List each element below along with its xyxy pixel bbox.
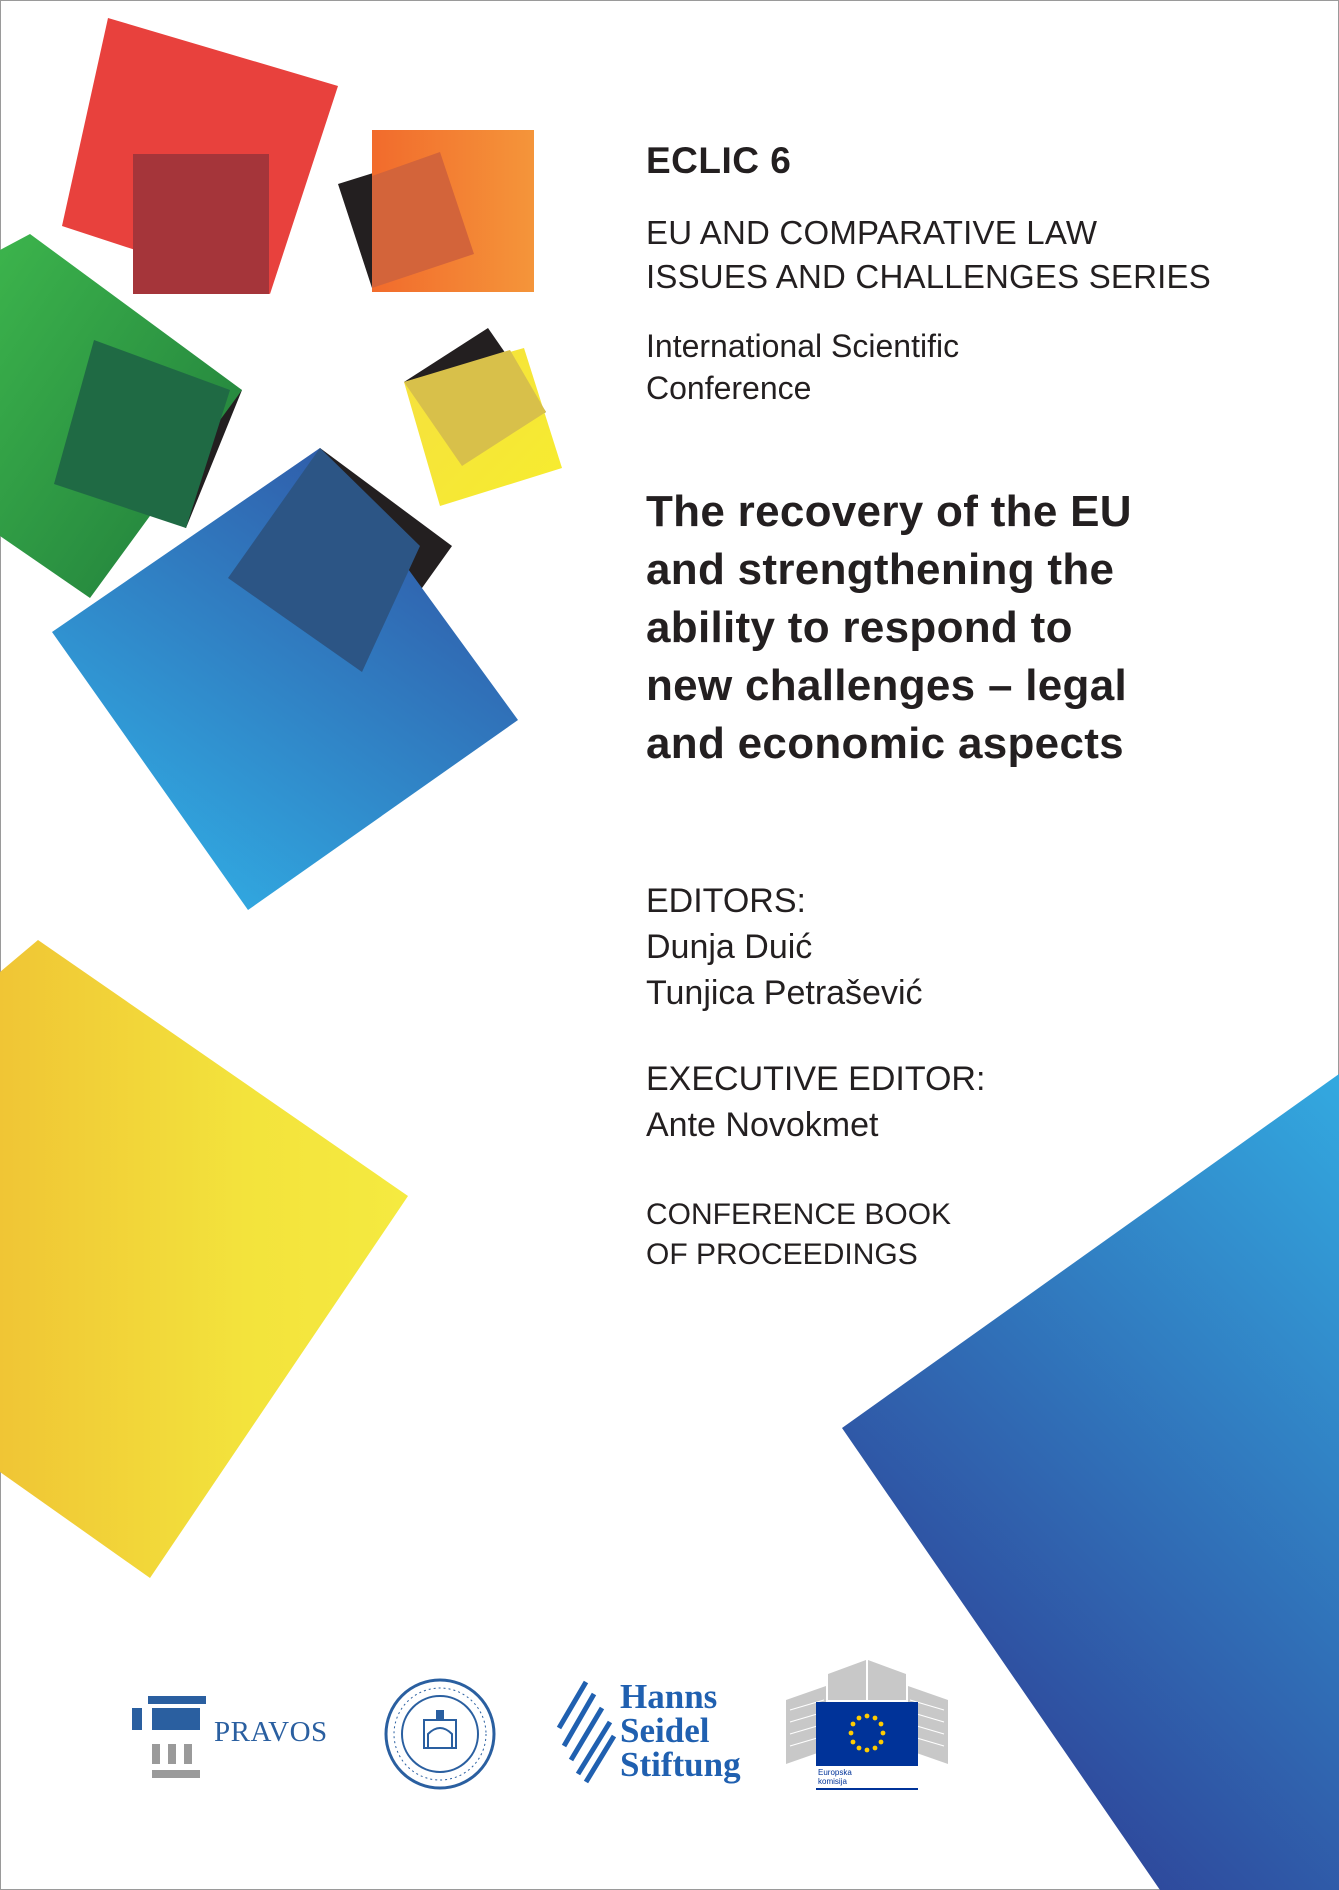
ek-line2: komisija (818, 1777, 847, 1786)
editors-label: EDITORS: (646, 882, 806, 920)
big-yellow-square (0, 940, 408, 1578)
ek-line1: Europska (818, 1768, 852, 1777)
hss-line1: Hanns (620, 1677, 718, 1716)
eu-flag-icon (786, 1660, 948, 1792)
pravos-logo (132, 1692, 212, 1782)
pravos-name: PRAVOS (214, 1716, 328, 1748)
series-name-line1: EU AND COMPARATIVE LAW (646, 214, 1098, 251)
orange-square (338, 130, 534, 292)
title-line: and economic aspects (646, 719, 1124, 768)
series-code: ECLIC 6 (646, 140, 792, 181)
university-seal (382, 1676, 498, 1792)
executive-editor-label: EXECUTIVE EDITOR: (646, 1060, 986, 1098)
book-type-line1: CONFERENCE BOOK (646, 1198, 952, 1231)
editor-name: Tunjica Petrašević (646, 974, 923, 1012)
red-square (62, 18, 338, 294)
book-type-line2: OF PROCEEDINGS (646, 1238, 918, 1271)
conference-line2: Conference (646, 370, 812, 406)
hss-stripes-icon (556, 1680, 616, 1784)
editor-name: Dunja Duić (646, 928, 813, 966)
hss-line2: Seidel (620, 1711, 710, 1750)
executive-editor-name: Ante Novokmet (646, 1106, 879, 1144)
title-line: and strengthening the (646, 545, 1115, 594)
series-name-line2: ISSUES AND CHALLENGES SERIES (646, 258, 1211, 295)
small-yellow-square (404, 328, 562, 506)
title-line: new challenges – legal (646, 661, 1128, 710)
book-title (646, 483, 1132, 773)
conference-line1: International Scientific (646, 328, 960, 364)
hss-line3: Stiftung (620, 1745, 741, 1784)
title-line: The recovery of the EU (646, 487, 1132, 536)
title-line: ability to respond to (646, 603, 1073, 652)
